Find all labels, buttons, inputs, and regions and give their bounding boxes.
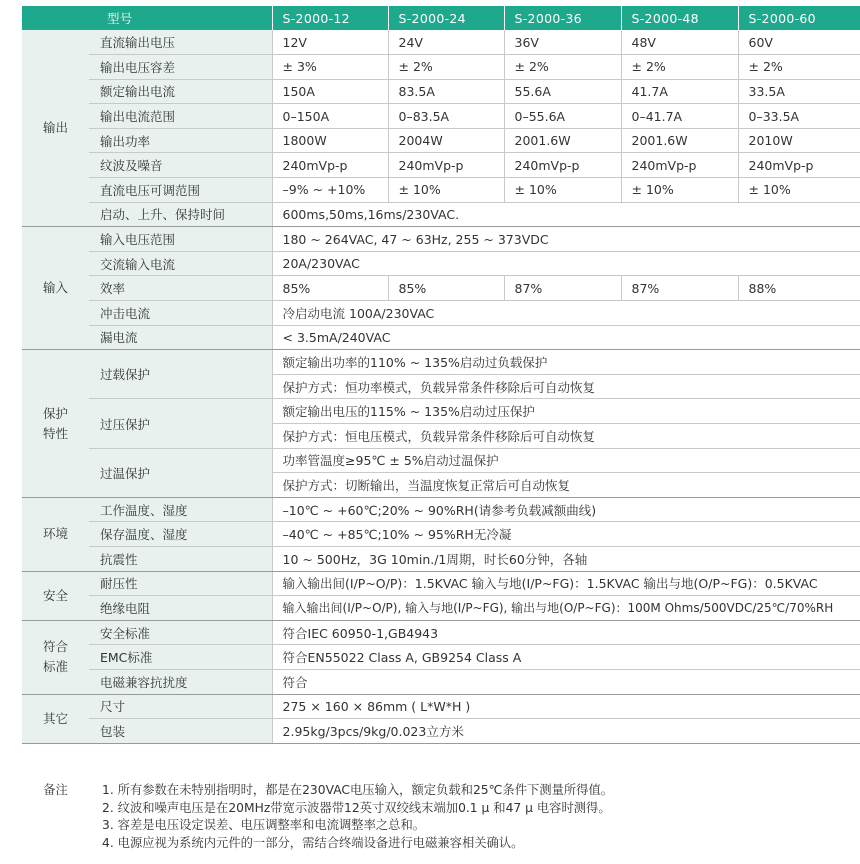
param-value: 20A/230VAC: [272, 251, 860, 276]
param-value: 55.6A: [504, 79, 621, 104]
param-value: 0–55.6A: [504, 104, 621, 129]
table-row: [22, 497, 860, 522]
table-row: [22, 399, 860, 424]
param-name: 电磁兼容抗扰度: [89, 669, 272, 694]
table-row: [22, 251, 860, 276]
param-value: 输入输出间(I/P~O/P)：1.5KVAC 输入与地(I/P~FG)：1.5KVAC 输出与地(O/P~FG)：0.5KVAC: [272, 571, 860, 596]
param-name: 交流输入电流: [89, 251, 272, 276]
param-name: 输出功率: [89, 128, 272, 153]
table-row: [22, 30, 860, 55]
table-row: [22, 546, 860, 571]
param-value: 2010W: [738, 128, 860, 153]
param-value: 275 × 160 × 86mm ( L*W*H ): [272, 694, 860, 719]
param-value: 保护方式：切断输出，当温度恢复正常后可自动恢复: [272, 473, 860, 498]
param-name: 尺寸: [89, 694, 272, 719]
category-standards: 符合标准: [22, 620, 89, 694]
param-value: 60V: [738, 30, 860, 55]
note-item: 4. 电源应视为系统内元件的一部分，需结合终端设备进行电磁兼容相关确认。: [102, 835, 524, 850]
note-item: 1. 所有参数在未特别指明时，都是在230VAC电压输入，额定负载和25℃条件下测量所得值。: [102, 783, 614, 797]
model-header: S-2000-12: [272, 6, 388, 30]
category-input: 输入: [22, 227, 89, 350]
table-row: [22, 79, 860, 104]
param-value: 240mVp-p: [272, 153, 388, 178]
param-value: 保护方式：恒电压模式，负载异常条件移除后可自动恢复: [272, 424, 860, 449]
category-protection: 保护特性: [22, 350, 89, 498]
table-row: [22, 128, 860, 153]
param-value: 240mVp-p: [621, 153, 738, 178]
param-name: 直流输出电压: [89, 30, 272, 55]
param-value: < 3.5mA/240VAC: [272, 325, 860, 350]
param-value: 240mVp-p: [388, 153, 504, 178]
table-row: [22, 55, 860, 80]
table-row: [22, 448, 860, 473]
param-value: 额定输出功率的110% ~ 135%启动过负载保护: [272, 350, 860, 375]
param-value: –10℃ ~ +60℃;20% ~ 90%RH(请参考负载减额曲线): [272, 497, 860, 522]
table-row: [22, 645, 860, 670]
param-value: 600ms,50ms,16ms/230VAC.: [272, 202, 860, 227]
param-name: 抗震性: [89, 546, 272, 571]
spec-sheet: [22, 6, 860, 744]
param-value: 1800W: [272, 128, 388, 153]
param-value: 0–83.5A: [388, 104, 504, 129]
category-other: 其它: [22, 694, 89, 743]
table-row: [22, 227, 860, 252]
note-item: 2. 纹波和噪声电压是在20MHz带宽示波器带12英寸双绞线末端加0.1 μ 和47 μ 电容时测得。: [102, 800, 611, 815]
param-name: 保存温度、湿度: [89, 522, 272, 547]
param-name: 过温保护: [89, 448, 272, 497]
param-value: 0–41.7A: [621, 104, 738, 129]
param-value: 150A: [272, 79, 388, 104]
param-name: 纹波及噪音: [89, 153, 272, 178]
param-name: 包装: [89, 719, 272, 744]
param-value: 85%: [388, 276, 504, 301]
param-name: 工作温度、湿度: [89, 497, 272, 522]
table-row: [22, 276, 860, 301]
param-value: 41.7A: [621, 79, 738, 104]
param-name: 安全标准: [89, 620, 272, 645]
table-row: [22, 571, 860, 596]
param-value: 符合EN55022 Class A, GB9254 Class A: [272, 645, 860, 670]
param-name: 直流电压可调范围: [89, 178, 272, 203]
model-label: 型号: [22, 6, 272, 30]
category-safety: 安全: [22, 571, 89, 620]
model-header: S-2000-24: [388, 6, 504, 30]
param-value: ± 3%: [272, 55, 388, 80]
param-value: 87%: [504, 276, 621, 301]
header-row: [22, 6, 860, 30]
param-value: 功率管温度≥95℃ ± 5%启动过温保护: [272, 448, 860, 473]
param-name: 输出电流范围: [89, 104, 272, 129]
param-name: 额定输出电流: [89, 79, 272, 104]
model-header: S-2000-60: [738, 6, 860, 30]
param-value: ± 10%: [738, 178, 860, 203]
param-value: 2001.6W: [504, 128, 621, 153]
param-value: 2004W: [388, 128, 504, 153]
param-value: 保护方式：恒功率模式，负载异常条件移除后可自动恢复: [272, 374, 860, 399]
param-value: 88%: [738, 276, 860, 301]
table-row: [22, 202, 860, 227]
param-value: 0–33.5A: [738, 104, 860, 129]
note-item: 3. 容差是电压设定误差、电压调整率和电流调整率之总和。: [102, 818, 426, 833]
param-name: 漏电流: [89, 325, 272, 350]
param-value: 180 ~ 264VAC, 47 ~ 63Hz, 255 ~ 373VDC: [272, 227, 860, 252]
param-value: 83.5A: [388, 79, 504, 104]
param-value: 2001.6W: [621, 128, 738, 153]
category-environment: 环境: [22, 497, 89, 571]
param-value: 33.5A: [738, 79, 860, 104]
table-row: [22, 350, 860, 375]
spec-table: [22, 6, 860, 744]
param-name: 绝缘电阻: [89, 596, 272, 621]
table-row: [22, 104, 860, 129]
param-name: 过压保护: [89, 399, 272, 448]
param-name: 耐压性: [89, 571, 272, 596]
param-name: 启动、上升、保持时间: [89, 202, 272, 227]
param-name: 过载保护: [89, 350, 272, 399]
model-header: S-2000-48: [621, 6, 738, 30]
param-value: ± 10%: [504, 178, 621, 203]
table-row: [22, 596, 860, 621]
param-value: 48V: [621, 30, 738, 55]
notes-list: [102, 780, 613, 850]
notes-label: 备注: [43, 783, 68, 797]
param-value: ± 2%: [388, 55, 504, 80]
param-value: ± 10%: [388, 178, 504, 203]
category-output: 输出: [22, 30, 89, 227]
param-value: 36V: [504, 30, 621, 55]
param-value: 符合IEC 60950-1,GB4943: [272, 620, 860, 645]
param-value: 符合: [272, 669, 860, 694]
table-row: [22, 178, 860, 203]
param-value: ± 2%: [621, 55, 738, 80]
param-value: ± 10%: [621, 178, 738, 203]
param-value: 2.95kg/3pcs/9kg/0.023立方米: [272, 719, 860, 744]
param-value: 输入输出间(I/P~O/P), 输入与地(I/P~FG), 输出与地(O/P~FG)：100M Ohms/500VDC/25℃/70%RH: [272, 596, 860, 621]
table-row: [22, 153, 860, 178]
param-name: 冲击电流: [89, 301, 272, 326]
param-name: 输出电压容差: [89, 55, 272, 80]
table-row: [22, 301, 860, 326]
param-value: 85%: [272, 276, 388, 301]
table-row: [22, 719, 860, 744]
model-header: S-2000-36: [504, 6, 621, 30]
table-row: [22, 694, 860, 719]
param-value: –9% ~ +10%: [272, 178, 388, 203]
param-value: 24V: [388, 30, 504, 55]
table-row: [22, 620, 860, 645]
param-name: 效率: [89, 276, 272, 301]
table-row: [22, 669, 860, 694]
param-value: 冷启动电流 100A/230VAC: [272, 301, 860, 326]
param-name: 输入电压范围: [89, 227, 272, 252]
param-value: 10 ~ 500Hz，3G 10min./1周期，时长60分钟，各轴: [272, 546, 860, 571]
param-value: –40℃ ~ +85℃;10% ~ 95%RH无冷凝: [272, 522, 860, 547]
param-value: 0–150A: [272, 104, 388, 129]
table-row: [22, 325, 860, 350]
param-value: 87%: [621, 276, 738, 301]
table-row: [22, 522, 860, 547]
param-value: 240mVp-p: [504, 153, 621, 178]
param-value: 12V: [272, 30, 388, 55]
param-value: ± 2%: [504, 55, 621, 80]
param-name: EMC标准: [89, 645, 272, 670]
param-value: 240mVp-p: [738, 153, 860, 178]
param-value: 额定输出电压的115% ~ 135%启动过压保护: [272, 399, 860, 424]
param-value: ± 2%: [738, 55, 860, 80]
